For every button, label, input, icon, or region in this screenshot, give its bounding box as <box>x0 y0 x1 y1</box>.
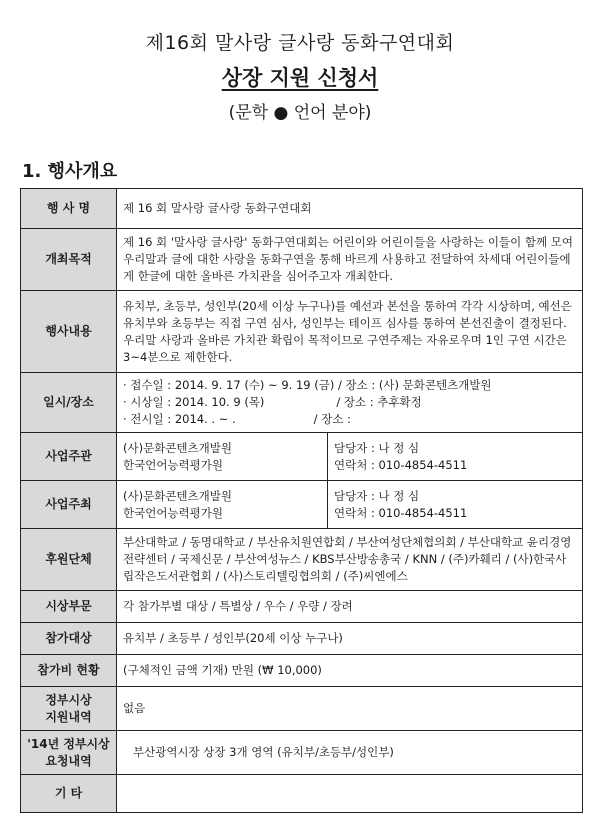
gov-award-2014-value <box>117 731 583 775</box>
gov-award-value: 없음 <box>117 687 583 731</box>
form-subtitle: 상장 지원 신청서 <box>221 66 379 90</box>
awards-label: 시상부문 <box>21 591 117 623</box>
organizer-contact-info <box>328 433 583 481</box>
gov-award-label-line2: 지원내역 <box>45 709 92 724</box>
schedule-award <box>123 394 576 411</box>
organizer-label: 사업주관 <box>21 433 117 481</box>
form-title: 제16회 말사랑 글사랑 동화구연대회 <box>145 32 455 54</box>
event-name-value: 제 16 회 말사랑 글사랑 동화구연대회 <box>117 189 583 229</box>
schedule-exhibit-date: · 전시일 : 2014. . ~ . <box>123 412 236 426</box>
host-contact-info <box>328 481 583 529</box>
schedule-award-date: · 시상일 : 2014. 10. 9 (목) <box>123 395 265 409</box>
row-etc <box>21 775 583 813</box>
row-awards <box>21 591 583 623</box>
section-heading: 1. 행사개요 <box>22 161 118 182</box>
row-event-name <box>21 189 583 229</box>
etc-value <box>117 775 583 813</box>
event-name-label: 행 사 명 <box>21 189 117 229</box>
purpose-value: 제 16 회 '말사랑 글사랑' 동화구연대회는 어린이와 어린이들을 사랑하는 이들이 함께 모여 우리말과 글에 대한 사랑을 동화구연을 통해 바르게 사용하고 전달하여 차세대 어린이들에게 한글에 대한 올바른 가치관을 심어주고자 개최한다. <box>117 229 583 291</box>
row-organizer <box>21 433 583 481</box>
gov-award-2014-label <box>21 731 117 775</box>
host-orgs <box>117 481 328 529</box>
content-value: 유치부, 초등부, 성인부(20세 이상 누구나)를 예선과 본선을 통하여 각각 시상하며, 예선은 유치부와 초등부는 직접 구연 심사, 성인부는 테이프 심사를 통하여 본선진출이 결정된다. 우리말 사랑과 올바른 가치관 확립이 목적이므로 구연주제는 자유로우며 1인 구연 시간은 3~4분으로 제한한다. <box>117 291 583 373</box>
gov-award-label <box>21 687 117 731</box>
row-schedule <box>21 373 583 433</box>
event-overview-table <box>20 188 583 813</box>
row-participants <box>21 623 583 655</box>
participants-value: 유치부 / 초등부 / 성인부(20세 이상 누구나) <box>117 623 583 655</box>
host-org2: 한국언어능력평가원 <box>123 505 223 520</box>
row-sponsors <box>21 529 583 591</box>
row-content <box>21 291 583 373</box>
form-category: (문학 ● 언어 분야) <box>228 103 372 123</box>
purpose-label: 개최목적 <box>21 229 117 291</box>
organizer-orgs <box>117 433 328 481</box>
row-fee <box>21 655 583 687</box>
gov-award-2014-text: 부산광역시장 상장 3개 영역 (유치부/초등부/성인부) <box>133 745 394 759</box>
schedule-exhibit-place: / 장소 : <box>313 412 351 426</box>
organizer-org2: 한국언어능력평가원 <box>123 457 223 472</box>
etc-label: 기 타 <box>21 775 117 813</box>
host-org1: (사)문화콘텐츠개발원 <box>123 488 232 503</box>
organizer-org1: (사)문화콘텐츠개발원 <box>123 440 232 455</box>
schedule-label: 일시/장소 <box>21 373 117 433</box>
host-manager: 담당자 : 나 정 심 <box>334 488 420 503</box>
row-purpose <box>21 229 583 291</box>
sponsors-value: 부산대학교 / 동명대학교 / 부산유치원연합회 / 부산여성단체협의회 / 부산대학교 윤리경영전략센터 / 국제신문 / 부산여성뉴스 / KBS부산방송총국 / KNN / (주)카훼리 / (사)한국사립작은도서관협회 / (사)스토리텔링협의회 / (주)씨엔에스 <box>117 529 583 591</box>
content-label: 행사내용 <box>21 291 117 373</box>
awards-value: 각 참가부별 대상 / 특별상 / 우수 / 우량 / 장려 <box>117 591 583 623</box>
schedule-value <box>117 373 583 433</box>
fee-label: 참가비 현황 <box>21 655 117 687</box>
organizer-manager: 담당자 : 나 정 심 <box>334 440 420 455</box>
gov-award-2014-label-line1: '14년 정부시상 <box>27 736 110 751</box>
fee-value: (구체적인 금액 기재) 만원 (₩ 10,000) <box>117 655 583 687</box>
schedule-receipt: · 접수일 : 2014. 9. 17 (수) ~ 9. 19 (금) / 장소 : (사) 문화콘텐츠개발원 <box>123 378 492 392</box>
row-gov-award-2014 <box>21 731 583 775</box>
host-label: 사업주최 <box>21 481 117 529</box>
gov-award-2014-label-line2: 요청내역 <box>45 753 92 768</box>
schedule-award-place: / 장소 : 추후확정 <box>336 395 422 409</box>
schedule-exhibit <box>123 411 576 428</box>
host-contact: 연락처 : 010-4854-4511 <box>334 505 468 520</box>
row-gov-award <box>21 687 583 731</box>
row-host <box>21 481 583 529</box>
sponsors-label: 후원단체 <box>21 529 117 591</box>
participants-label: 참가대상 <box>21 623 117 655</box>
gov-award-label-line1: 정부시상 <box>45 692 92 707</box>
organizer-contact: 연락처 : 010-4854-4511 <box>334 457 468 472</box>
